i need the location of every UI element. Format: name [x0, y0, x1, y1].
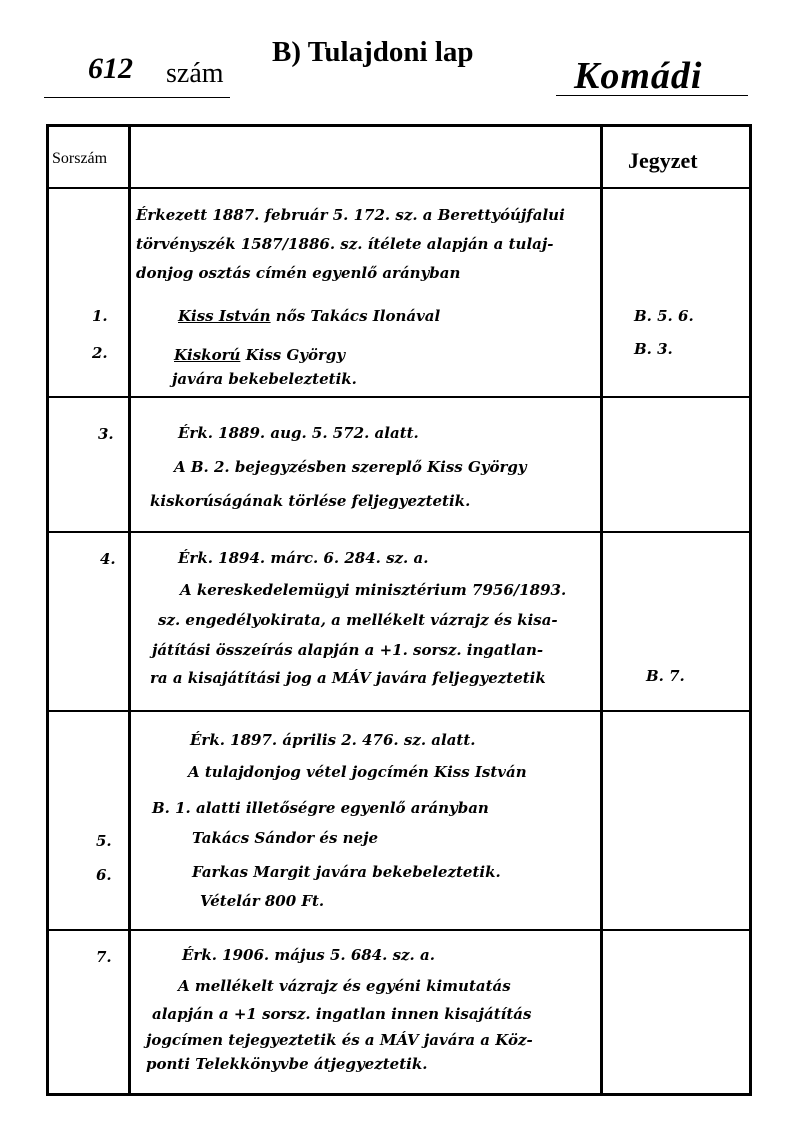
column-divider-left [128, 124, 131, 1093]
row-number: 1. [92, 307, 108, 325]
row-number: 3. [98, 425, 114, 443]
entry-7-line-5: ponti Telekkönyvbe átjegyeztetik. [146, 1055, 428, 1073]
entry-4-line-4: játítási összeírás alapján a +1. sorsz. ingatlan- [152, 641, 544, 659]
header-row-divider [46, 187, 749, 189]
column-header-sorszam: Sorszám [52, 150, 108, 167]
entry-4-line-3: sz. engedélyokirata, a mellékelt vázrajz és kisa- [158, 611, 558, 629]
entry-1-line-2: törvényszék 1587/1886. sz. ítélete alapján a tulaj- [136, 235, 554, 253]
entry-3-line-1: Érk. 1889. aug. 5. 572. alatt. [178, 424, 419, 442]
note-entry-4: B. 7. [646, 667, 685, 685]
entry-1-owner-row [178, 307, 440, 325]
entry-3-line-2: A B. 2. bejegyzésben szereplő Kiss György [174, 458, 527, 476]
row-divider-2 [46, 531, 749, 533]
header-number-underline [44, 97, 230, 98]
column-header-jegyzet: Jegyzet [628, 148, 698, 173]
note-entry-1: B. 5. 6. [634, 307, 694, 325]
entry-5-line-6: Vételár 800 Ft. [200, 892, 325, 910]
entry-2-owner-rest: Kiss György [240, 346, 346, 364]
entry-4-line-5: ra a kisajátítási jog a MÁV javára feljegyeztetik [150, 669, 546, 687]
entry-1-owner-name: Kiss István [178, 307, 271, 325]
row-number: 7. [96, 948, 112, 966]
entry-1-owner-rest: nős Takács Ilonával [270, 307, 441, 325]
column-divider-right [600, 124, 603, 1093]
entry-5-line-5: Farkas Margit javára bekebeleztetik. [192, 863, 501, 881]
entry-7-line-1: Érk. 1906. május 5. 684. sz. a. [182, 946, 435, 964]
entry-2-owner-status: Kiskorú [174, 346, 241, 364]
entry-5-line-4: Takács Sándor és neje [192, 829, 379, 847]
entry-2-owner-row [174, 346, 345, 364]
row-number: 2. [92, 344, 108, 362]
entry-1-tail: javára bekebeleztetik. [172, 370, 357, 388]
entry-7-line-2: A mellékelt vázrajz és egyéni kimutatás [178, 977, 511, 995]
entry-7-line-3: alapján a +1 sorsz. ingatlan innen kisajátítás [152, 1005, 532, 1023]
entry-1-line-3: donjog osztás címén egyenlő arányban [136, 264, 461, 282]
row-divider-4 [46, 929, 749, 931]
entry-5-line-2: A tulajdonjog vétel jogcímén Kiss István [188, 763, 527, 781]
note-entry-2: B. 3. [634, 340, 673, 358]
entry-1-line-1: Érkezett 1887. február 5. 172. sz. a Berettyóújfalui [136, 206, 565, 224]
row-number: 4. [100, 550, 116, 568]
row-divider-1 [46, 396, 749, 398]
entry-4-line-2: A kereskedelemügyi minisztérium 7956/1893. [180, 581, 567, 599]
row-number: 6. [96, 866, 112, 884]
page-title: B) Tulajdoni lap [272, 36, 474, 68]
row-divider-3 [46, 710, 749, 712]
header-place: Komádi [574, 55, 703, 97]
header-number: 612 [88, 52, 133, 85]
entry-3-line-3: kiskorúságának törlése feljegyeztetik. [150, 492, 471, 510]
header-place-underline [556, 95, 748, 96]
entry-4-line-1: Érk. 1894. márc. 6. 284. sz. a. [178, 549, 429, 567]
row-number: 5. [96, 832, 112, 850]
header-szam-label: szám [166, 58, 224, 89]
entry-5-line-3: B. 1. alatti illetőségre egyenlő arányban [152, 799, 489, 817]
entry-5-line-1: Érk. 1897. április 2. 476. sz. alatt. [190, 731, 476, 749]
entry-7-line-4: jogcímen tejegyeztetik és a MÁV javára a Köz- [146, 1031, 533, 1049]
